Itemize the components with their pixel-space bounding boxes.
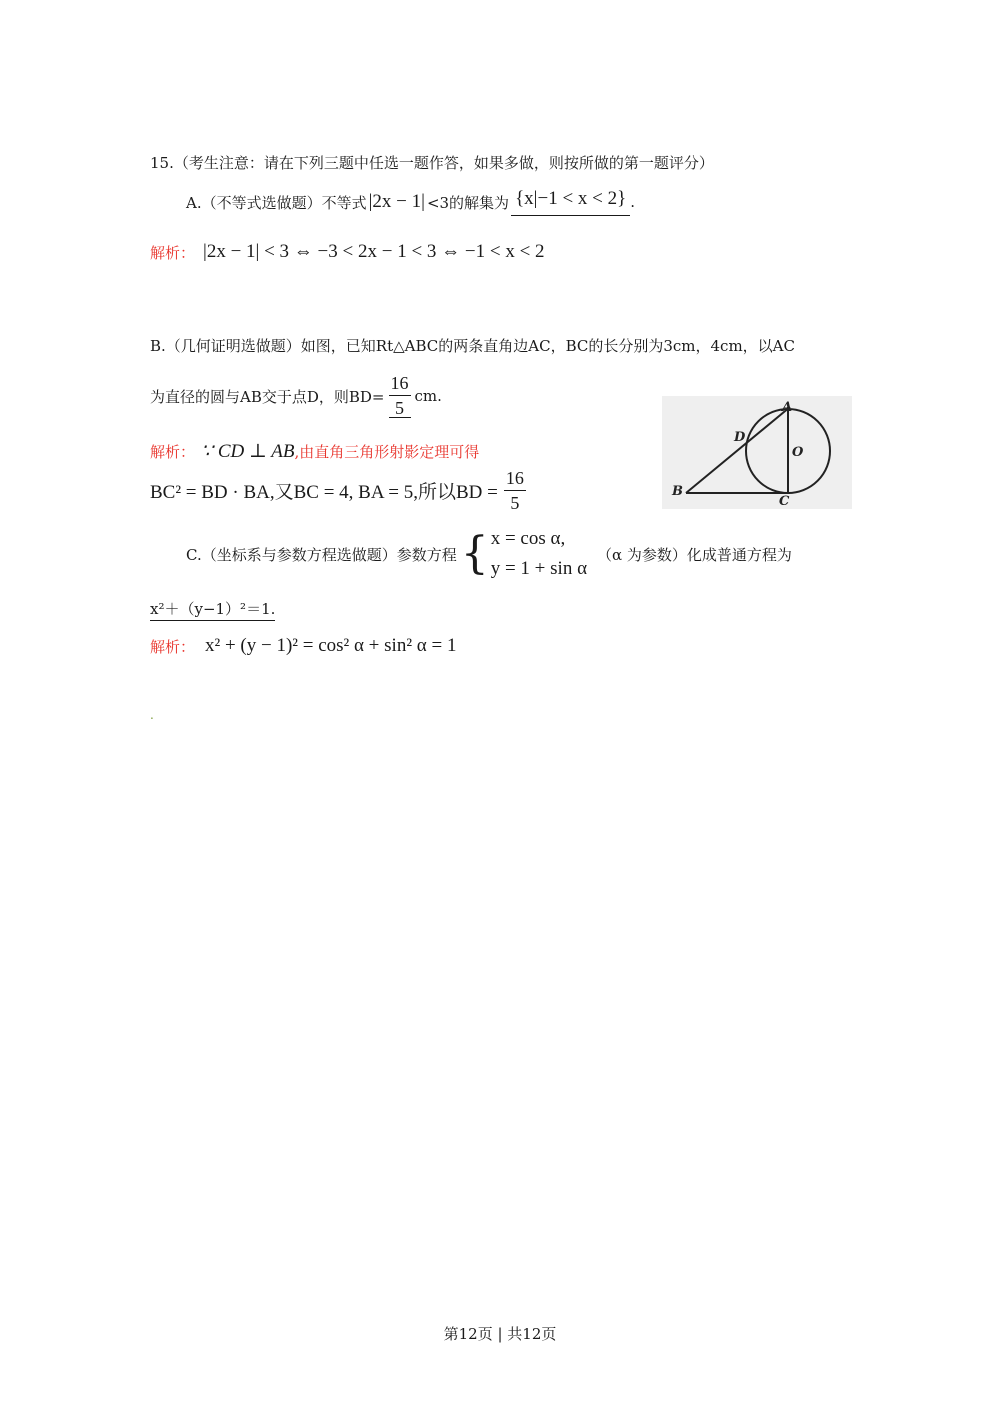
fraction-denominator: 5 [510,492,520,513]
parametric-eq-x: x = cos α, [490,528,566,549]
solution-label: 解析： [150,637,196,656]
part-a-inequality: |2x − 1| [368,191,425,212]
part-c-suffix: （α 为参数）化成普通方程为 [597,545,792,564]
part-a-period: . [630,193,636,211]
stray-dot: . [150,708,154,722]
part-b-answer-fraction [389,374,411,418]
part-c-solution-math: x² + (y − 1)² = cos² α + sin² α = 1 [205,635,457,656]
solution-label: 解析： [150,243,196,262]
brace-icon: { [460,528,489,579]
label-b: B [672,484,683,499]
part-b-prefix: 为直径的圆与AB交于点D，则BD= [150,387,385,406]
part-c-prefix: C.（坐标系与参数方程选做题）参数方程 [186,545,457,564]
triangle-circle-diagram [662,396,852,509]
parametric-system [491,524,587,584]
label-c: C [779,494,790,509]
part-b-unit: cm. [414,387,442,405]
page-footer: 第12页 | 共12页 [443,1325,557,1343]
part-b-solution-math: BC² = BD · BA,又BC = 4, BA = 5,所以BD = [150,481,498,503]
part-c-answer: x²＋（y−1）²＝1. [150,598,275,621]
part-b-solution-text: ,由直角三角形射影定理可得 [294,442,480,461]
label-o: O [792,445,804,460]
parametric-eq-y: y = 1 + sin α [490,558,588,579]
solution-label: 解析： [150,442,196,461]
part-a-solution [150,238,545,266]
part-a-mid: <3的解集为 [426,193,510,212]
part-c [186,524,792,584]
fraction-numerator: 16 [504,469,526,491]
part-a [186,185,635,219]
part-b-line2 [150,368,442,424]
part-b-line1: B.（几何证明选做题）如图，已知Rt△ABC的两条直角边AC，BC的长分别为3cm，4cm，以AC [150,337,795,355]
geometry-figure [662,396,852,509]
part-b-because: ∵ CD ⊥ AB [201,440,295,462]
part-a-solution-math: |2x − 1| < 3 ⇔ −3 < 2x − 1 < 3 ⇔ −1 < x < 2 [203,241,545,262]
label-a: A [782,400,793,415]
part-a-answer: {x|−1 < x < 2} [511,188,630,216]
question-header: 15.（考生注意：请在下列三题中任选一题作答，如果多做，则按所做的第一题评分） [150,154,714,172]
part-b-solution-fraction [504,469,526,512]
fraction-numerator: 16 [389,374,411,396]
part-b-solution-line2 [150,464,526,516]
label-d: D [734,430,746,445]
part-b-solution-line1 [150,438,479,464]
part-a-prefix: A.（不等式选做题）不等式 [186,193,367,212]
part-c-solution [150,632,456,660]
fraction-denominator: 5 [389,396,411,418]
